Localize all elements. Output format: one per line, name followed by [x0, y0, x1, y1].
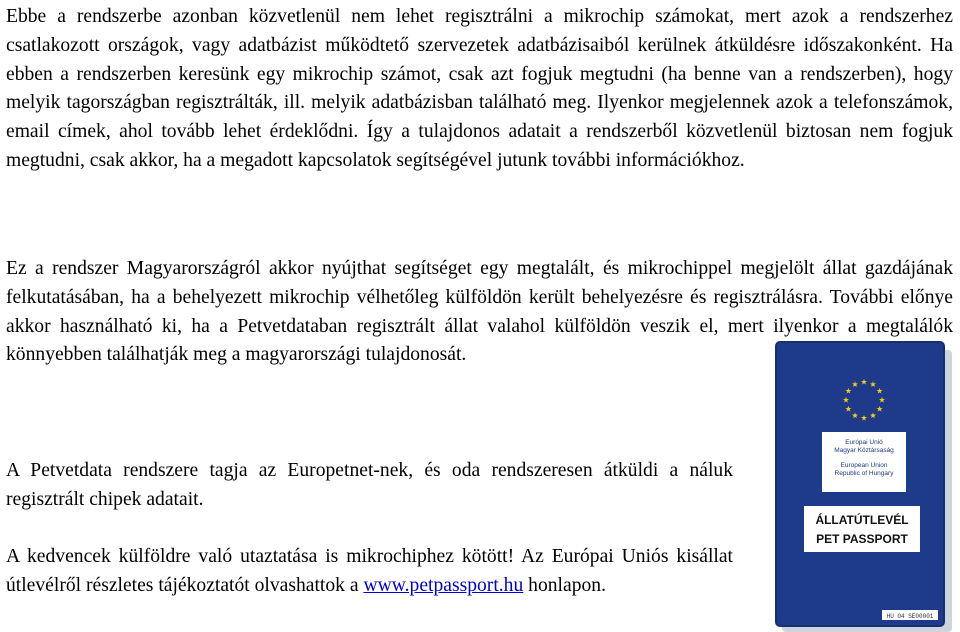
paragraph-pet-passport-end: honlapon.	[523, 574, 606, 596]
label-hu-1: Európai Unió	[845, 439, 883, 446]
document-page	[6, 0, 956, 632]
passport-serial: HU 04 SE00001	[886, 613, 934, 620]
passport-title-en: PET PASSPORT	[816, 532, 908, 546]
paragraph-hungary-usage: Ez a rendszer Magyarországról akkor nyújthat segítséget egy megtalált, és mikrochippel megjelölt állat gazdájának felkutatásában, ha a behelyezett mikrochip vélhetőleg külföldön került behelyezésre és regisztrálásra. További előnye akkor használható ki, ha a Petvetdataban regisztrált állat valahol külföldön veszik el, mert ilyenkor a megtalálók könnyebben találhatják meg a magyarországi tulajdonosát.	[6, 258, 953, 366]
passport-title-hu: ÁLLATÚTLEVÉL	[815, 513, 909, 527]
label-en-1: European Union	[840, 462, 888, 469]
petpassport-link[interactable]: www.petpassport.hu	[363, 574, 524, 596]
paragraph-database-info: Ebbe a rendszerbe azonban közvetlenül nem lehet regisztrálni a mikrochip számokat, mert azok a rendszerhez csatlakozott országok, vagy adatbázist működtető szervezetek adatbázisaiból kerülnek átküldésre időszakonként. Ha ebben a rendszerben keresünk egy mikrochip számot, csak azt fogjuk megtudni (ha benne van a rendszerben), hogy melyik tagországban regisztrálták, ill. melyik adatbázisban található meg. Ilyenkor megjelennek azok a telefonszámok, email címek, ahol tovább lehet érdeklődni. Így a tulajdonos adatait a rendszerből közvetlenül biztosan nem fogjuk megtudni, csak akkor, ha a megadott kapcsolatok segítségével jutunk további információkhoz.	[6, 6, 953, 171]
paragraph-europetnet: A Petvetdata rendszere tagja az Europetnet-nek, és oda rendszeresen átküldi a náluk regisztrált chipek adatait.	[6, 460, 733, 510]
label-en-2: Republic of Hungary	[834, 470, 894, 477]
pet-passport-image	[774, 340, 954, 632]
paragraph-pet-passport-text: A kedvencek külföldre való utaztatása is mikrochiphez kötött! Az Európai Uniós kisállat útlevélről részletes tájékoztatót olvashattok a	[6, 546, 733, 596]
label-hu-2: Magyar Köztársaság	[834, 447, 894, 454]
paragraph-pet-passport	[6, 543, 733, 601]
